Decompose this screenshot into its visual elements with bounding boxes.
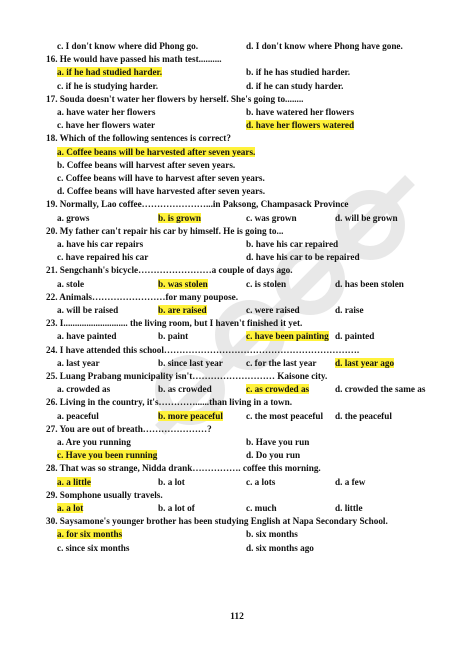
question-line (46, 397, 292, 408)
answer-option (246, 305, 300, 316)
answer-option (158, 331, 188, 342)
answer-option (246, 437, 309, 448)
answer-option (57, 213, 90, 224)
answer-option (57, 186, 265, 197)
question-line (46, 345, 359, 356)
answer-option-text: a. stole (57, 278, 85, 289)
answer-option (57, 107, 155, 118)
answer-option (246, 450, 300, 461)
answer-option (57, 120, 155, 131)
answer-option-text: c. as crowded as (246, 384, 310, 395)
question-line-text: 16. He would have passed his math test.......... (46, 54, 222, 65)
question-line (46, 371, 327, 382)
answer-option (158, 503, 195, 514)
answer-option-text: b. six months (246, 529, 298, 540)
question-line (46, 94, 303, 105)
answer-option (335, 279, 404, 290)
answer-option-text: b. have his car repaired (246, 239, 339, 249)
answer-option-text: c. since six months (57, 542, 130, 553)
question-line (46, 265, 293, 276)
answer-option (57, 529, 122, 540)
answer-option-text: d. little (335, 503, 363, 513)
answer-option (246, 477, 275, 488)
answer-option (335, 305, 364, 316)
question-line-text: 26. Living in the country, it's…………......than living in a town. (46, 397, 293, 408)
answer-option-text: a. if he had studied harder. (57, 67, 163, 78)
answer-option-text: b. is grown (158, 212, 201, 223)
question-line-text: 17. Souda doesn't water her flowers by herself. She's going to........ (46, 93, 304, 104)
answer-option-text: d. six months ago (246, 542, 314, 553)
question-line (46, 133, 231, 144)
answer-option-text: a. last year (57, 357, 100, 368)
answer-option-text: b. a lot of (158, 503, 195, 513)
answer-option-text: c. have her flowers water (57, 120, 156, 131)
answer-option-text: d. the peaceful (335, 410, 392, 421)
question-line-text: 24. I have attended this school………………………………………………………. (46, 344, 360, 355)
answer-option (57, 279, 84, 290)
question-line-text: 28. That was so strange, Nidda drank……………. coffee this morning. (46, 463, 321, 474)
question-line (46, 516, 388, 527)
answer-option (246, 41, 403, 52)
answer-option-text: c. were raised (246, 305, 300, 315)
answer-option-text: c. is stolen (246, 278, 287, 289)
question-line (46, 292, 238, 303)
answer-option-text: b. Have you run (246, 437, 310, 447)
answer-option-text: b. if he has studied harder. (246, 67, 351, 78)
answer-option-text: a. have painted (57, 331, 117, 342)
answer-option (246, 331, 329, 342)
question-line (46, 424, 212, 435)
answer-option-text: c. have been painting (246, 331, 329, 342)
answer-option (246, 543, 314, 554)
answer-option-text: c. Coffee beans will have to harvest after seven years. (57, 173, 265, 183)
answer-option-text: c. for the last year (246, 357, 317, 368)
answer-option (57, 437, 131, 448)
question-line-text: 22. Animals……………………for many poupose. (46, 291, 239, 302)
answer-option (335, 477, 365, 488)
answer-option (246, 358, 317, 369)
answer-option-text: c. the most peaceful (246, 410, 324, 421)
answer-option (246, 213, 297, 224)
question-line (46, 318, 302, 329)
question-line-text: 23. I............................ the living room, but I haven't finished it yet. (46, 318, 303, 329)
answer-option-text: c. much (246, 503, 277, 513)
answer-option (57, 411, 99, 422)
question-line-text: 18. Which of the following sentences is correct? (46, 133, 231, 144)
answer-option-text: b. a lot (158, 476, 185, 487)
answer-option-text: c. I don't know where did Phong go. (57, 41, 198, 51)
answer-option-text: b. was stolen (158, 278, 208, 289)
answer-option-text: c. Have you been running (57, 450, 158, 461)
answer-option-text: b. Coffee beans will harvest after seven years. (57, 159, 236, 170)
answer-option (57, 41, 198, 52)
answer-option (246, 252, 360, 263)
answer-option (246, 503, 277, 514)
answer-option-text: b. as crowded (158, 384, 212, 395)
answer-option (246, 529, 298, 540)
question-line (46, 490, 163, 501)
answer-option-text: c. have repaired his car (57, 252, 149, 263)
question-line (46, 463, 321, 474)
answer-option-text: a. have his car repairs (57, 239, 144, 249)
answer-option (57, 147, 255, 158)
answer-option-text: d. have her flowers watered (246, 120, 355, 131)
answer-option-text: d. will be grown (335, 212, 398, 223)
answer-option (57, 305, 118, 316)
answer-option-text: c. was grown (246, 212, 297, 223)
answer-option (246, 81, 343, 92)
answer-option-text: b. have watered her flowers (246, 107, 355, 117)
question-line-text: 30. Saysamone's younger brother has been studying English at Napa Secondary School. (46, 516, 388, 527)
answer-option (246, 67, 350, 78)
answer-option (158, 411, 223, 422)
answer-option (246, 120, 354, 131)
answer-option (158, 279, 208, 290)
answer-option-text: d. has been stolen (335, 278, 404, 289)
answer-option (57, 450, 157, 461)
answer-option (246, 411, 323, 422)
question-line (46, 54, 222, 65)
answer-option (158, 384, 212, 395)
answer-option (57, 503, 83, 514)
answer-option (335, 358, 394, 369)
question-line-text: 19. Normally, Lao coffee…………………...in Paksong, Champasack Province (46, 199, 349, 210)
answer-option (57, 543, 129, 554)
answer-option-text: a. have water her flowers (57, 107, 156, 117)
answer-option (57, 160, 235, 171)
answer-option (335, 384, 425, 395)
answer-option-text: a. for six months (57, 529, 123, 540)
answer-option (335, 411, 392, 422)
answer-option-text: d. last year ago (335, 357, 395, 368)
answer-option-text: d. a few (335, 476, 366, 487)
answer-option-text: d. Do you run (246, 450, 301, 461)
answer-option-text: a. crowded as (57, 384, 111, 395)
answer-option (158, 477, 185, 488)
answer-option-text: a. will be raised (57, 305, 119, 315)
answer-option (158, 305, 207, 316)
answer-option (335, 331, 374, 342)
question-line-text: 27. You are out of breath…………………? (46, 423, 212, 434)
answer-option (246, 107, 354, 118)
question-line-text: 20. My father can't repair his car by himself. He is going to... (46, 225, 284, 236)
question-line-text: 21. Sengchanh's bicycle……………………a couple of days ago. (46, 265, 293, 276)
answer-option-text: b. paint (158, 331, 189, 342)
answer-option-text: d. Coffee beans will have harvested after seven years. (57, 186, 266, 197)
answer-option-text: c. a lots (246, 476, 276, 487)
answer-option-text: d. raise (335, 305, 364, 315)
answer-option-text: d. crowded the same as (335, 384, 426, 395)
answer-option-text: a. a little (57, 476, 91, 487)
question-line-text: 25. Luang Prabang municipality isn't……………………… Kaisone city. (46, 371, 328, 381)
answer-option-text: d. if he can study harder. (246, 80, 344, 91)
answer-option (335, 213, 398, 224)
question-line (46, 199, 349, 210)
answer-option (335, 503, 363, 514)
answer-option (158, 213, 201, 224)
answer-option-text: b. since last year (158, 357, 223, 368)
answer-option (246, 279, 286, 290)
answer-option (57, 331, 116, 342)
answer-option (57, 384, 110, 395)
answer-option (57, 252, 148, 263)
answer-option (57, 173, 265, 184)
question-line (46, 226, 283, 237)
answer-option (57, 477, 91, 488)
answer-option (57, 81, 158, 92)
answer-option-text: b. more peaceful (158, 410, 223, 421)
answer-option-text: d. painted (335, 331, 375, 342)
answer-option (158, 358, 223, 369)
answer-option-text: c. if he is studying harder. (57, 80, 158, 91)
answer-option (246, 384, 309, 395)
page-number: 112 (230, 612, 244, 622)
question-line-text: 29. Somphone usually travels. (46, 489, 163, 500)
answer-option (57, 358, 100, 369)
answer-option-text: a. a lot (57, 503, 84, 513)
answer-option-text: a. peaceful (57, 410, 99, 421)
answer-option-text: b. are raised (158, 305, 207, 315)
answer-option-text: d. I don't know where Phong have gone. (246, 41, 403, 51)
answer-option-text: a. Are you running (57, 437, 131, 447)
answer-option (57, 239, 143, 250)
answer-option (246, 239, 338, 250)
answer-option (57, 67, 162, 78)
answer-option-text: d. have his car to be repaired (246, 252, 360, 263)
answer-option-text: a. Coffee beans will be harvested after seven years. (57, 146, 256, 157)
answer-option-text: a. grows (57, 212, 90, 223)
